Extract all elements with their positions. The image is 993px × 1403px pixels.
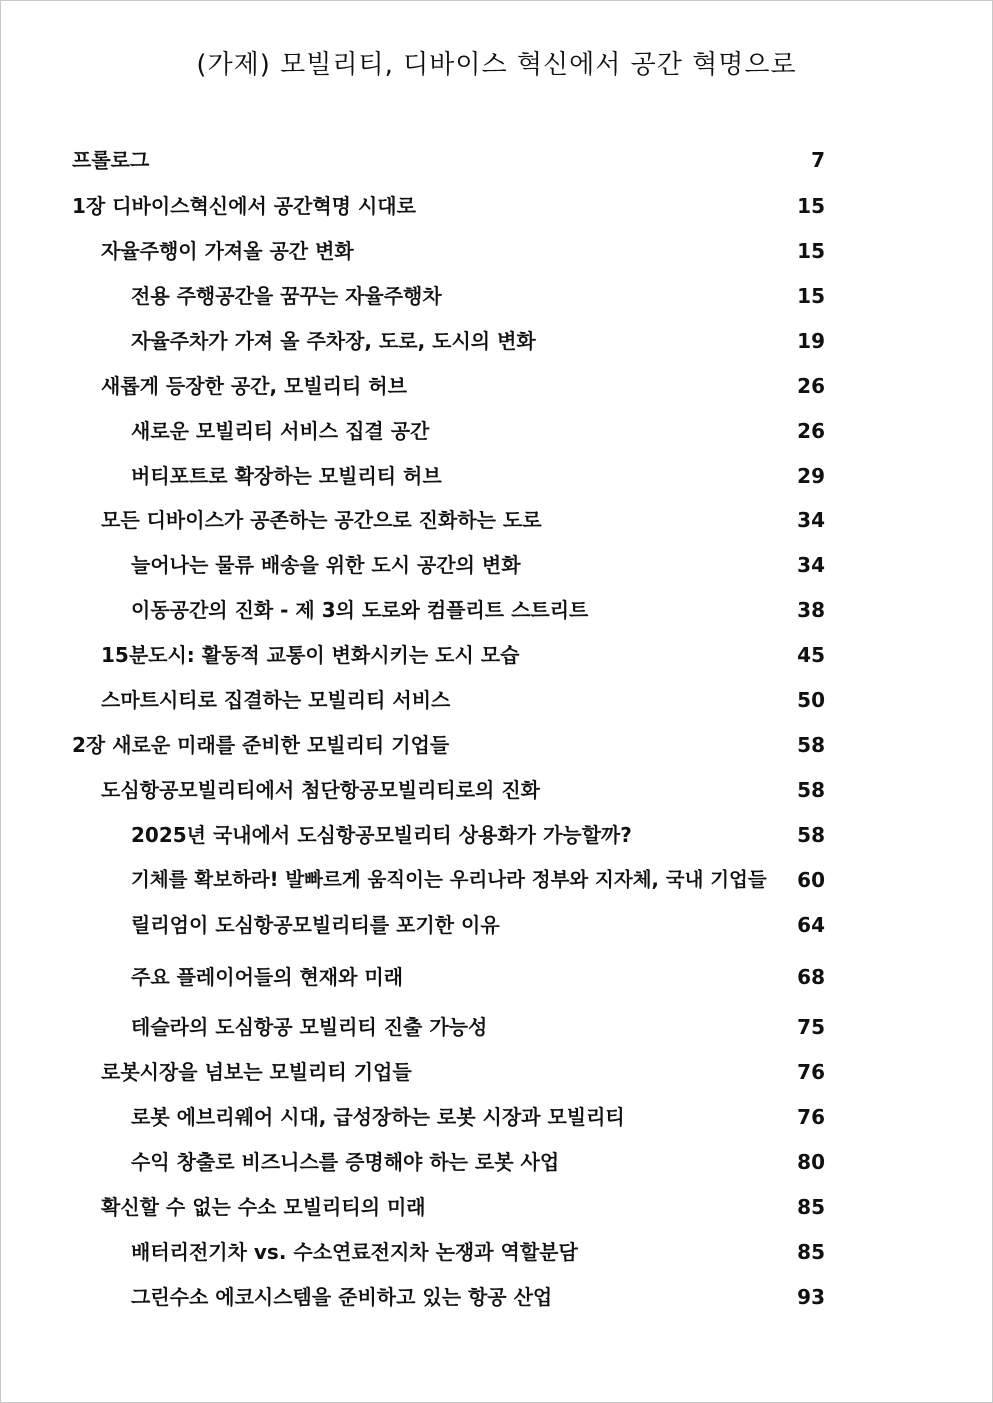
toc-entry [0, 324, 993, 358]
toc-entry [0, 1100, 993, 1134]
toc-entry [0, 863, 993, 897]
toc-entry [0, 189, 993, 223]
toc-entry-title: 로봇 에브리웨어 시대, 급성장하는 로봇 시장과 모빌리티 [131, 1105, 625, 1129]
toc-entry-page: 26 [797, 419, 825, 443]
toc-entry-page: 85 [797, 1240, 825, 1264]
toc-entry-page: 26 [797, 374, 825, 398]
toc-entry-title: 배터리전기차 vs. 수소연료전지차 논쟁과 역할분담 [131, 1240, 578, 1264]
toc-entry [0, 1010, 993, 1044]
toc-entry-title: 자율주행이 가져올 공간 변화 [101, 239, 354, 263]
toc-entry-title: 기체를 확보하라! 발빠르게 움직이는 우리나라 정부와 지자체, 국내 기업들 [131, 868, 767, 891]
toc-entry-page: 76 [797, 1105, 825, 1129]
toc-entry-page: 58 [797, 778, 825, 802]
toc-entry [0, 414, 993, 448]
toc-entry-page: 15 [797, 284, 825, 308]
toc-entry-page: 34 [797, 508, 825, 532]
toc-entry-title: 확신할 수 없는 수소 모빌리티의 미래 [101, 1195, 426, 1219]
toc-entry-page: 76 [797, 1060, 825, 1084]
toc-entry-page: 29 [797, 464, 825, 488]
toc-entry-title: 15분도시: 활동적 교통이 변화시키는 도시 모습 [101, 643, 520, 667]
toc-entry-page: 80 [797, 1150, 825, 1174]
toc-entry-page: 19 [797, 329, 825, 353]
toc-entry-title: 모든 디바이스가 공존하는 공간으로 진화하는 도로 [101, 508, 542, 532]
toc-entry [0, 369, 993, 403]
toc-entry-page: 64 [797, 913, 825, 937]
toc-entry [0, 459, 993, 493]
toc-entry-page: 15 [797, 194, 825, 218]
toc-entry [0, 1145, 993, 1179]
toc-entry-title: 2장 새로운 미래를 준비한 모빌리티 기업들 [72, 733, 450, 757]
toc-entry [0, 234, 993, 268]
toc-entry-title: 전용 주행공간을 꿈꾸는 자율주행차 [131, 284, 442, 308]
toc-entry [0, 908, 993, 942]
toc-entry [0, 548, 993, 582]
toc-entry-page: 85 [797, 1195, 825, 1219]
toc-entry-title: 수익 창출로 비즈니스를 증명해야 하는 로봇 사업 [131, 1150, 560, 1174]
toc-entry-title: 이동공간의 진화 - 제 3의 도로와 컴플리트 스트리트 [131, 598, 589, 622]
toc-entry [0, 143, 993, 177]
toc-entry [0, 683, 993, 717]
toc-entry [0, 593, 993, 627]
toc-entry-title: 1장 디바이스혁신에서 공간혁명 시대로 [72, 194, 416, 218]
toc-entry-title: 프롤로그 [72, 148, 150, 172]
toc-entry [0, 728, 993, 762]
toc-entry [0, 818, 993, 852]
toc-entry-title: 새로운 모빌리티 서비스 집결 공간 [131, 419, 430, 443]
toc-entry-page: 75 [797, 1015, 825, 1039]
toc-entry [0, 1280, 993, 1314]
toc-entry-title: 버티포트로 확장하는 모빌리티 허브 [131, 464, 442, 488]
toc-entry-title: 늘어나는 물류 배송을 위한 도시 공간의 변화 [131, 553, 521, 577]
toc-entry [0, 1190, 993, 1224]
toc-entry-page: 58 [797, 823, 825, 847]
toc-entry-page: 68 [797, 965, 825, 989]
toc-entry [0, 503, 993, 537]
toc-entry [0, 773, 993, 807]
toc-entry-page: 7 [811, 148, 825, 172]
toc-entry-page: 93 [797, 1285, 825, 1309]
toc-entry-page: 34 [797, 553, 825, 577]
toc-entry-title: 릴리엄이 도심항공모빌리티를 포기한 이유 [131, 913, 500, 937]
toc-entry-page: 38 [797, 598, 825, 622]
toc-entry-page: 60 [797, 868, 825, 892]
toc-entry [0, 279, 993, 313]
toc-entry-title: 새롭게 등장한 공간, 모빌리티 허브 [101, 374, 407, 398]
toc-entry-title: 그린수소 에코시스템을 준비하고 있는 항공 산업 [131, 1285, 553, 1309]
toc-entry-title: 테슬라의 도심항공 모빌리티 진출 가능성 [131, 1015, 488, 1039]
toc-entry-title: 2025년 국내에서 도심항공모빌리티 상용화가 가능할까? [131, 823, 632, 847]
toc-entry-title: 로봇시장을 넘보는 모빌리티 기업들 [101, 1060, 412, 1084]
toc-entry [0, 638, 993, 672]
toc-entry-page: 50 [797, 688, 825, 712]
toc-entry-page: 58 [797, 733, 825, 757]
toc-entry-page: 45 [797, 643, 825, 667]
toc-entry-title: 주요 플레이어들의 현재와 미래 [131, 965, 404, 989]
toc-entry [0, 1055, 993, 1089]
toc-entry [0, 960, 993, 994]
toc-entry-title: 자율주차가 가져 올 주차장, 도로, 도시의 변화 [131, 329, 536, 353]
document-title: (가제) 모빌리티, 디바이스 혁신에서 공간 혁명으로 [196, 50, 797, 80]
toc-entry-title: 도심항공모빌리티에서 첨단항공모빌리티로의 진화 [101, 778, 540, 802]
toc-entry-page: 15 [797, 239, 825, 263]
toc-entry-title: 스마트시티로 집결하는 모빌리티 서비스 [101, 688, 451, 712]
toc-entry [0, 1235, 993, 1269]
